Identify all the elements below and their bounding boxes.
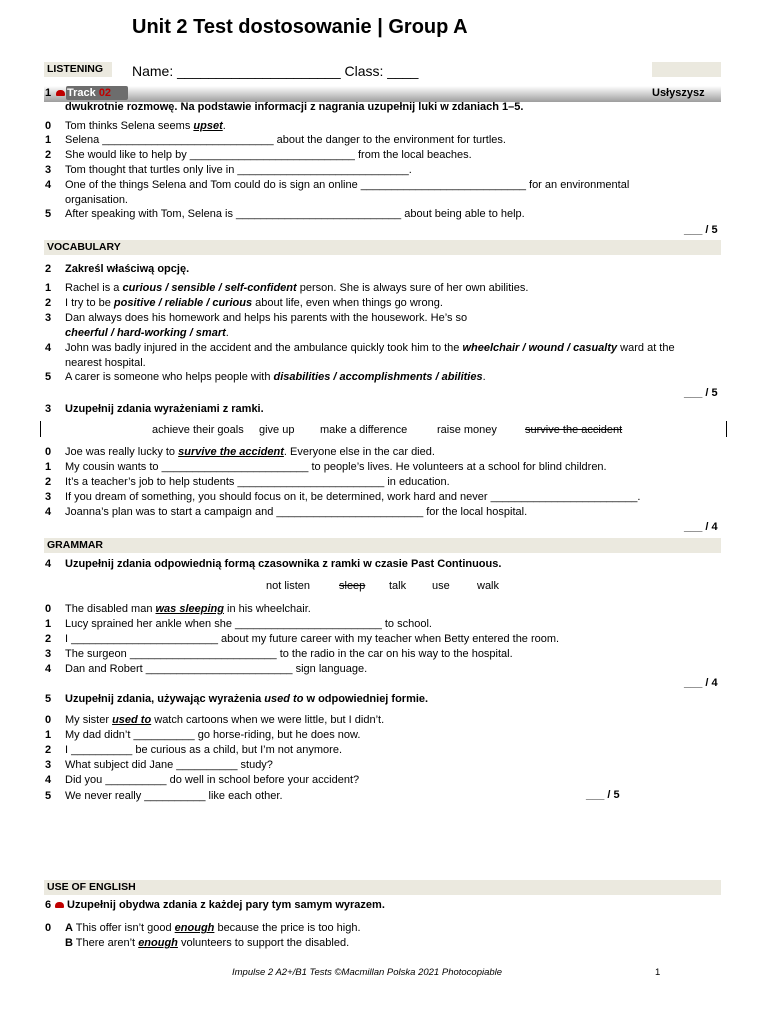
instruction: Uzupełnij zdania odpowiednią formą czasownika z ramki w czasie Past Continuous. bbox=[65, 558, 502, 570]
instruction: Uzupełnij zdania wyrażeniami z ramki. bbox=[65, 403, 264, 415]
instruction: dwukrotnie rozmowę. Na podstawie informacji z nagrania uzupełnij luki w zdaniach 1–5. bbox=[65, 101, 524, 113]
exercise-number: 4 bbox=[45, 558, 52, 570]
example-answer: enough bbox=[138, 937, 178, 949]
box-left-border bbox=[40, 421, 41, 437]
item-number: 1 bbox=[45, 134, 52, 146]
item-text: My dad didn’t __________ go horse-riding, but he does now. bbox=[65, 729, 361, 741]
item-text-post: . bbox=[482, 371, 486, 383]
section-header-use-of-english: USE OF ENGLISH bbox=[44, 880, 721, 895]
graduation-cap-icon bbox=[55, 902, 64, 908]
item-text-pre: Joe was really lucky to bbox=[65, 446, 179, 458]
item-text bbox=[65, 602, 311, 616]
item-number: 3 bbox=[45, 759, 52, 771]
item-text bbox=[65, 341, 675, 355]
item-text bbox=[65, 119, 226, 133]
item-text-post: . bbox=[222, 120, 226, 132]
item-number: 3 bbox=[45, 648, 52, 660]
score-box bbox=[652, 62, 721, 77]
answer-options: positive / reliable / curious bbox=[113, 297, 253, 309]
exercise-number: 2 bbox=[45, 263, 52, 275]
example-answer: used to bbox=[112, 714, 152, 726]
item-text: Selena ____________________________ about the danger to the environment for turtles. bbox=[65, 134, 506, 146]
page-title: Unit 2 Test dostosowanie | Group A bbox=[132, 16, 468, 38]
graduation-cap-icon bbox=[56, 90, 65, 96]
item-text: organisation. bbox=[65, 194, 128, 206]
item-number: 5 bbox=[45, 371, 52, 383]
item-text bbox=[65, 281, 528, 295]
item-number: 4 bbox=[45, 342, 52, 354]
item-number: 3 bbox=[45, 164, 52, 176]
item-number: 0 bbox=[45, 120, 52, 132]
item-number: 4 bbox=[45, 663, 52, 675]
exercise-number: 5 bbox=[45, 693, 52, 705]
item-number: 1 bbox=[45, 282, 52, 294]
item-text-pre: Tom thinks Selena seems bbox=[65, 120, 194, 132]
item-text-post: volunteers to support the disabled. bbox=[177, 937, 350, 949]
example-answer: survive the accident bbox=[178, 446, 284, 458]
word-box-item-used: survive the accident bbox=[525, 424, 623, 436]
score: ___ / 4 bbox=[684, 677, 718, 689]
item-number: 3 bbox=[45, 312, 52, 324]
section-header-listening: LISTENING bbox=[44, 62, 112, 77]
instruction: Uzupełnij zdania, używając wyrażenia used to w odpowiedniej formie. bbox=[65, 693, 429, 705]
track-label[interactable]: Track 02 bbox=[56, 86, 111, 100]
item-text-post: about life, even when things go wrong. bbox=[252, 297, 443, 309]
box-right-border bbox=[726, 421, 727, 437]
item-text: I __________ be curious as a child, but I’m not anymore. bbox=[65, 744, 343, 756]
item-number: 1 bbox=[45, 618, 52, 630]
item-text: After speaking with Tom, Selena is ___________________________ about being able to help. bbox=[65, 208, 525, 220]
score: ___ / 5 bbox=[586, 789, 620, 801]
item-text: Did you __________ do well in school before your accident? bbox=[65, 774, 360, 786]
answer-options: cheerful / hard-working / smart bbox=[65, 327, 226, 339]
item-text bbox=[65, 370, 486, 384]
word-box-item: not listen bbox=[266, 580, 311, 592]
item-text-post: watch cartoons when we were little, but I didn’t. bbox=[151, 714, 385, 726]
item-number: 3 bbox=[45, 491, 52, 503]
item-text-pre: This offer isn’t good bbox=[72, 922, 175, 934]
item-number: 5 bbox=[45, 208, 52, 220]
word-box-item-used: sleep bbox=[339, 580, 366, 592]
example-answer: was sleeping bbox=[155, 603, 224, 615]
score: ___ / 5 bbox=[684, 224, 718, 236]
page-number: 1 bbox=[655, 967, 661, 978]
item-text: She would like to help by ___________________________ from the local beaches. bbox=[65, 149, 472, 161]
item-text-post: person. She is always sure of her own abilities. bbox=[296, 282, 529, 294]
graduation-cap-icon-wrap bbox=[55, 898, 66, 912]
item-text bbox=[65, 311, 467, 325]
item-text: Lucy sprained her ankle when she ________________________ to school. bbox=[65, 618, 432, 630]
item-text bbox=[65, 445, 435, 459]
item-number: 4 bbox=[45, 179, 52, 191]
item-text-post: because the price is too high. bbox=[214, 922, 361, 934]
item-text bbox=[65, 356, 146, 370]
item-number: 0 bbox=[45, 446, 52, 458]
item-text-pre: A carer is someone who helps people with bbox=[65, 371, 274, 383]
answer-options: wheelchair / wound / casualty bbox=[462, 342, 618, 354]
instruction: Uzupełnij obydwa zdania z każdej pary tym samym wyrazem. bbox=[67, 899, 385, 911]
item-number: 2 bbox=[45, 297, 52, 309]
score: ___ / 4 bbox=[684, 521, 718, 533]
example-answer: enough bbox=[174, 922, 215, 934]
item-text bbox=[65, 296, 443, 310]
example-answer: upset bbox=[193, 120, 223, 132]
item-text: I ________________________ about my future career with my teacher when Betty entered the room. bbox=[65, 633, 560, 645]
item-text-pre: My sister bbox=[65, 714, 113, 726]
answer-options: curious / sensible / self-confident bbox=[122, 282, 297, 294]
word-box-item: talk bbox=[389, 580, 407, 592]
item-text bbox=[65, 921, 361, 935]
item-number: 2 bbox=[45, 744, 52, 756]
section-header-grammar: GRAMMAR bbox=[44, 538, 721, 553]
item-text: We never really __________ like each other. bbox=[65, 790, 283, 802]
answer-options: disabilities / accomplishments / abilities bbox=[273, 371, 483, 383]
item-text bbox=[65, 713, 384, 727]
item-text: Tom thought that turtles only live in ____________________________. bbox=[65, 164, 412, 176]
item-text-post: in his wheelchair. bbox=[223, 603, 311, 615]
item-text: If you dream of something, you should focus on it, be determined, work hard and never ________________________. bbox=[65, 491, 641, 503]
exercise-number: 3 bbox=[45, 403, 52, 415]
item-number: 4 bbox=[45, 774, 52, 786]
item-text-post: ward at the bbox=[617, 342, 675, 354]
word-box-item: raise money bbox=[437, 424, 497, 436]
exercise-number: 1 bbox=[45, 87, 52, 99]
item-number: 4 bbox=[45, 506, 52, 518]
instruction: Zakreśl właściwą opcję. bbox=[65, 263, 190, 275]
item-number: 2 bbox=[45, 476, 52, 488]
item-text-post: . Everyone else in the car died. bbox=[283, 446, 435, 458]
item-number: 0 bbox=[45, 603, 52, 615]
item-text-pre: John was badly injured in the accident and the ambulance quickly took him to the bbox=[65, 342, 463, 354]
item-text: What subject did Jane __________ study? bbox=[65, 759, 273, 771]
item-number: 2 bbox=[45, 633, 52, 645]
item-number: 2 bbox=[45, 149, 52, 161]
word-box-item: walk bbox=[477, 580, 500, 592]
word-box-item: make a difference bbox=[320, 424, 408, 436]
item-label: B bbox=[65, 937, 73, 949]
item-text: One of the things Selena and Tom could do is sign an online ___________________________ for an environmental bbox=[65, 179, 630, 191]
item-text-pre: There aren’t bbox=[72, 937, 139, 949]
word-box-item: use bbox=[432, 580, 450, 592]
track-number: 02 bbox=[98, 87, 112, 99]
item-text: Dan and Robert ________________________ sign language. bbox=[65, 663, 368, 675]
item-text bbox=[65, 936, 349, 950]
item-number: 5 bbox=[45, 790, 52, 802]
instruction-start: Usłyszysz bbox=[652, 87, 705, 99]
item-text: Joanna’s plan was to start a campaign and ________________________ for the local hospital. bbox=[65, 506, 528, 518]
item-text bbox=[65, 326, 229, 340]
item-text-pre: Rachel is a bbox=[65, 282, 123, 294]
item-text-pre: The disabled man bbox=[65, 603, 156, 615]
exercise-number: 6 bbox=[45, 899, 52, 911]
item-label: A bbox=[65, 922, 73, 934]
item-text-post: . bbox=[225, 327, 229, 339]
item-text: The surgeon ________________________ to the radio in the car on his way to the hospital. bbox=[65, 648, 513, 660]
item-number: 1 bbox=[45, 461, 52, 473]
score: ___ / 5 bbox=[684, 387, 718, 399]
item-text-pre: I try to be bbox=[65, 297, 114, 309]
item-number: 0 bbox=[45, 922, 52, 934]
item-number: 1 bbox=[45, 729, 52, 741]
item-number: 0 bbox=[45, 714, 52, 726]
name-class-line: Name: _____________________ Class: ____ bbox=[132, 63, 419, 79]
word-box-item: give up bbox=[259, 424, 295, 436]
item-text-pre: Dan always does his homework and helps his parents with the housework. He’s so bbox=[65, 312, 468, 324]
item-text-pre: nearest hospital. bbox=[65, 357, 146, 369]
item-text: It’s a teacher’s job to help students ________________________ in education. bbox=[65, 476, 450, 488]
item-text: My cousin wants to ________________________ to people’s lives. He volunteers at a school for blind children. bbox=[65, 461, 607, 473]
section-header-vocabulary: VOCABULARY bbox=[44, 240, 721, 255]
footer-text: Impulse 2 A2+/B1 Tests ©Macmillan Polska 2021 Photocopiable bbox=[232, 967, 503, 978]
word-box-item: achieve their goals bbox=[152, 424, 244, 436]
